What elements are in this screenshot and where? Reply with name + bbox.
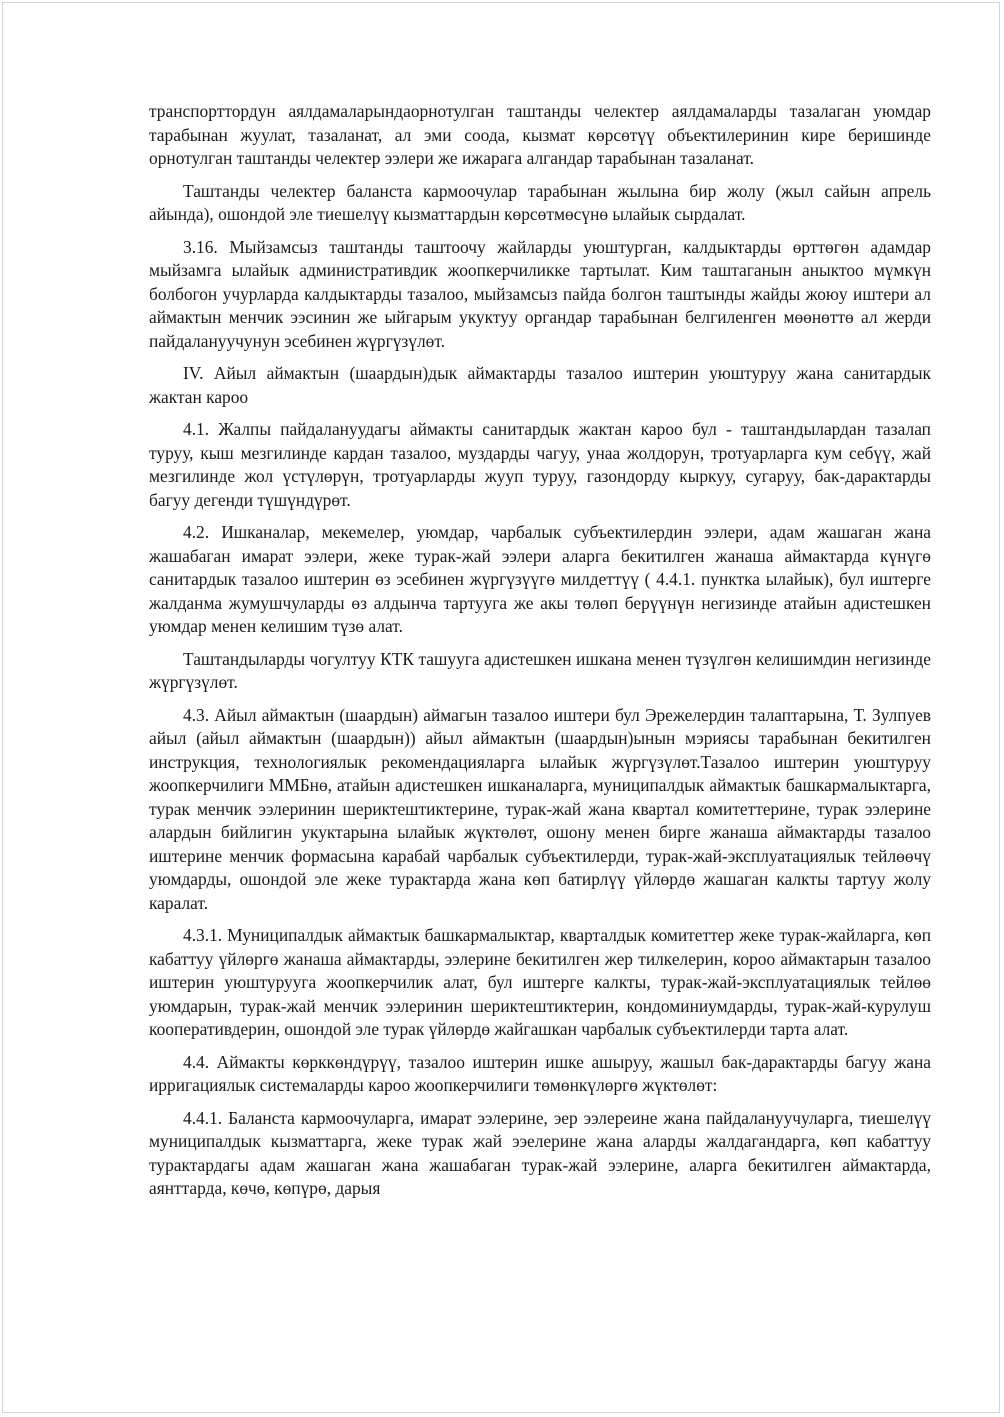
paragraph-4-3: 4.3. Айыл аймактын (шаардын) аймагын тазалоо иштери бул Эрежелердин талаптарына, Т. Зулпуев айыл (айыл аймактын (шаардын)) айыл аймактын (шаардын)ынын мэриясы тарабынан бекитилген инструкция, технологиялык рекомендацияларга ылайык жүргүзүлөт.Тазалоо иштерин уюштуруу жоопкерчилиги ММБнө, атайын адистешкен ишканаларга, муниципалдык аймактык башкармалыктарга, турак менчик ээлеринин шериктештиктерине, турак-жай жана квартал комитеттерине, турак ээлерине алардын бийлигин укуктарына ылайык жүктөлөт, ошону менен бирге жанаша аймактарды тазалоо иштерине менчик формасына карабай чарбалык субъектилерди, турак-жай-эксплуатациялык тейлөөчү уюмдарды, ошондой эле жеке турактарда жана көп батирлүү үйлөрдө жашаган калкты тартуу жолу каралат. bbox=[149, 704, 931, 913]
paragraph-4-4: 4.4. Аймакты көрккөндүрүү, тазалоо иштерин ишке ашыруу, жашыл бак-дарактарды багуу жана ирригациялык системаларды кароо жоопкерчилиги төмөнкүлөргө жүктөлөт: bbox=[149, 1051, 931, 1095]
paragraph-4-4-1: 4.4.1. Баланста кармоочуларга, имарат ээлерине, эер ээлереине жана пайдалануучуларга, тиешелүү муниципалдык кызматтарга, жеке турак жай ээелерине жана аларды жалдагандарга, көп кабаттуу турактардагы адам жашаган жана жашабаган турак-жай ээлерине, аларга бекитилген аймактарда, аянттарда, көчө, көпүрө, дарыя bbox=[149, 1107, 931, 1198]
paragraph-4-2: 4.2. Ишканалар, мекемелер, уюмдар, чарбалык субъектилердин ээлери, адам жашаган жана жашабаган имарат ээлери, жеке турак-жай ээлери аларга бекитилген жанаша аймактарда күнүгө санитардык тазалоо иштерин өз эсебинен жүргүзүүгө милдеттүү ( 4.4.1. пунктка ылайык), бул иштерге жалданма жумушчуларды өз алдынча тартууга же акы төлөп берүүнүн негизинде атайын адистешкен уюмдар менен келишим түзө алат. bbox=[149, 522, 931, 636]
page-content bbox=[149, 100, 931, 1210]
paragraph-transport-bins: транспорттордун аялдамаларындаорнотулган таштанды челектер аялдамаларды тазалаган уюмдар тарабынан жуулат, тазаланат, ал эми соода, кызмат көрсөтүү объектилеринин кире беришинде орнотулган таштанды челектер ээлери же ижарага алгандар тарабынан тазаланат. bbox=[149, 101, 931, 168]
paragraph-4-2-waste-collection: Таштандыларды чогултуу КТК ташууга адистешкен ишкана менен түзүлгөн келишимдин негизинде жүргүзүлөт. bbox=[149, 648, 931, 692]
paragraph-bin-painting: Таштанды челектер баланста кармоочулар тарабынан жылына бир жолу (жыл сайын апрель айында), ошондой эле тиешелүү кызматтардын көрсөтмөсүнө ылайык сырдалат. bbox=[149, 180, 931, 224]
paragraph-4-1: 4.1. Жалпы пайдалануудагы аймакты санитардык жактан кароо бул - таштандылардан тазалап туруу, кыш мезгилинде кардан тазалоо, муздарды чагуу, унаа жолдорун, тротуарларга кум себүү, жай мезгилинде жол үстүлөрүн, тротуарларды жууп туруу, газондорду кыркуу, сугаруу, бак-дарактарды багуу дегенди түшүндүрөт. bbox=[149, 419, 931, 510]
document-page bbox=[2, 2, 1000, 1413]
paragraph-3-16: 3.16. Мыйзамсыз таштанды таштоочу жайларды уюштурган, калдыктарды өрттөгөн адамдар мыйзамга ылайык административдик жоопкерчиликке тартылат. Ким таштаганын аныктоо мүмкүн болбогон учурларда калдыктарды тазалоо, мыйзамсыз пайда болгон таштынды жайды жоюу иштери ал аймактын менчик ээсинин же ыйгарым укуктуу органдар тарабынан белгиленген мөөнөттө ал жерди пайдалануучунун эсебинен жүргүзүлөт. bbox=[149, 236, 931, 351]
section-heading-iv: IV. Айыл аймактын (шаардын)дык аймактарды тазалоо иштерин уюштуруу жана санитардык жактан кароо bbox=[149, 363, 931, 407]
paragraph-4-3-1: 4.3.1. Муниципалдык аймактык башкармалыктар, кварталдык комитеттер жеке турак-жайларга, көп кабаттуу үйлөргө жанаша аймактарды, ээлерине бекитилген жер тилкелерин, короо аймактарын тазалоо иштерин уюштурууга жоопкерчилик алат, бул иштерге калкты, турак-жай-эксплуатациялык тейлөө уюмдарын, турак-жай менчик ээлеринин шериктештиктерин, кондоминиумдарды, турак-жай-курулуш кооперативдерин, ошондой эле турак үйлөрдө жайгашкан чарбалык субъектилерди тарта алат. bbox=[149, 925, 931, 1039]
